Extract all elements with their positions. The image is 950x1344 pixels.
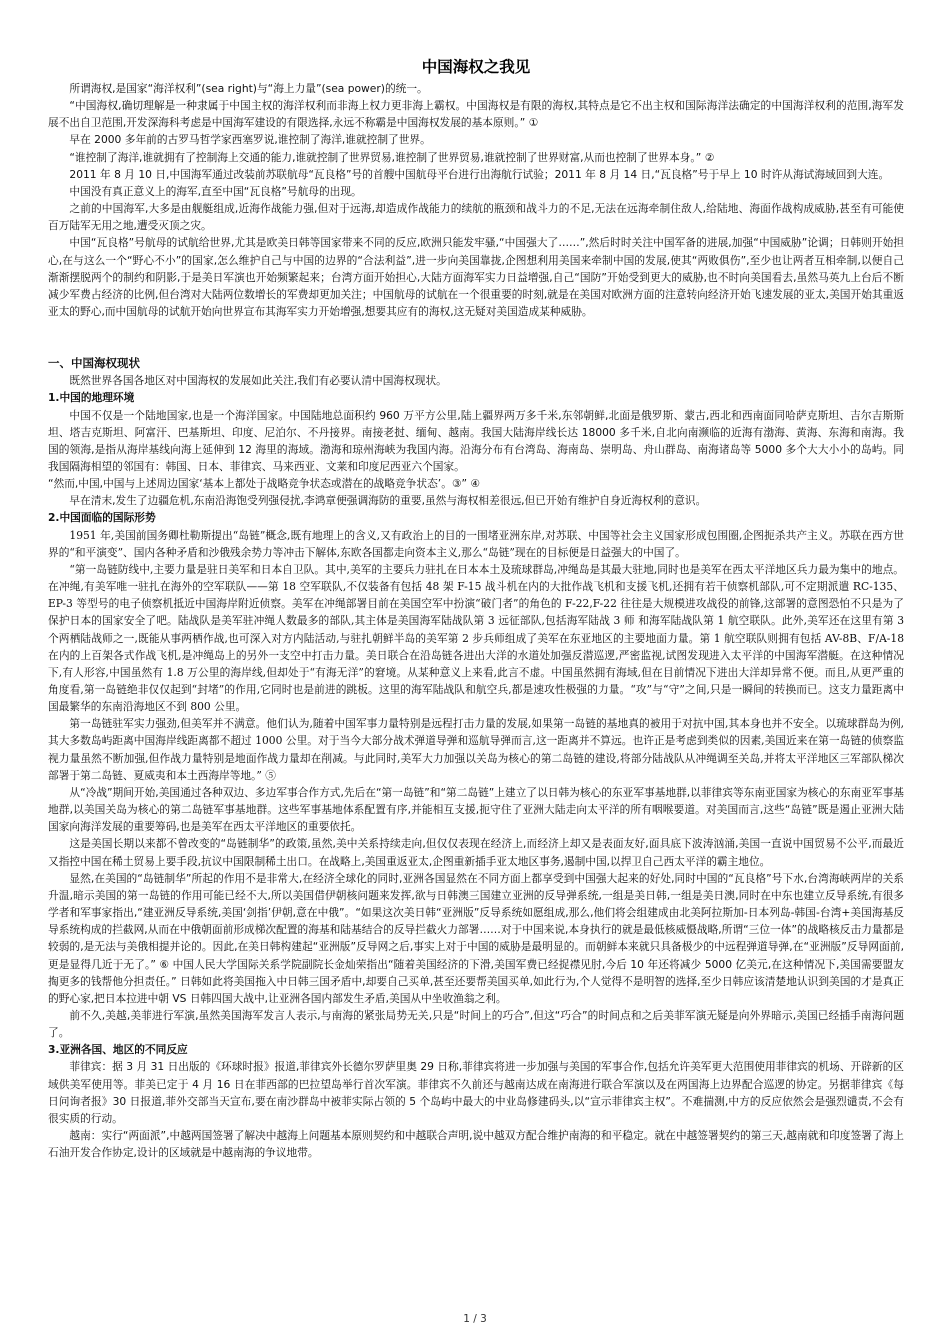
subsection-1-heading: 1.中国的地理环境	[48, 391, 135, 405]
subsection-1-para-3: 早在清末,发生了边疆危机,东南沿海饱受列强侵扰,李鸿章便强调海防的重要,虽然与海权相差很远,但已开始有维护自身近海权利的意识。	[69, 494, 707, 508]
intro-para-7: 之前的中国海军,大多是由舰艇组成,近海作战能力强,但对于远海,却造成作战能力的续航的瓶颈和战斗力的不足,无法在远海牵制住敌人,给陆地、海面作战构成威胁,甚至有可能使百万陆军无用之地,遭受灭顶之灾。	[48, 202, 904, 233]
subsection-2-para-4: 从“冷战”期间开始,美国通过各种双边、多边军事合作方式,先后在“第一岛链”和“第二岛链”上建立了以日韩为核心的东亚军事基地群,以菲律宾等东南亚国家为核心的东南亚军事基地群,以美国关岛为核心的第二岛链军事基地群。这些军事基地体系配置有序,并能相互支援,扼守住了亚洲大陆走向太平洋的所有咽喉要道。对美国而言,这些“岛链”既是遏止亚洲大陆国家向海洋发展的重要筹码,也是美军在西太平洋地区的重要依托。	[48, 785, 904, 834]
subsection-3-para-2: 越南：实行“两面派”,中越两国签署了解决中越海上问题基本原则契约和中越联合声明,说中越双方配合维护南海的和平稳定。就在中越签署契约的第三天,越南就和印度签署了海上石油开发合作协定,设计的区域就是中越南海的争议地带。	[48, 1129, 904, 1160]
subsection-2-para-7: 前不久,美越,美菲进行军演,虽然美国海军发言人表示,与南海的紧张局势无关,只是“时间上的巧合”,但这“巧合”的时间点和之后美菲军演无疑是向外界暗示,美国已经插手南海问题了。	[48, 1008, 904, 1040]
intro-para-3: 早在 2000 多年前的古罗马哲学家西塞罗说,谁控制了海洋,谁就控制了世界。	[69, 133, 431, 147]
subsection-2-para-5: 这是美国长期以来都不曾改变的“岛链制华”的政策,虽然,美中关系持续走向,但仅仅表现在经济上,而经济上却又是表面友好,面具底下波涛汹涌,美国一直说中国贸易不公平,而最近又指控中国在稀土贸易上要手段,抗议中国限制稀土出口。在战略上,美国重返亚太,企图重新插手亚太地区事务,遏制中国,以捍卫自己西太平洋的霸主地位。	[48, 837, 904, 868]
subsection-3-para-1: 菲律宾：据 3 月 31 日出版的《环球时报》报道,菲律宾外长德尔罗萨里奥 29 日称,菲律宾将进一步加强与美国的军事合作,包括允许美军更大范围使用菲律宾的机场、开辟新的区域供美军使用等。菲美已定于 4 月 16 日在菲西部的巴拉望岛举行首次军演。菲律宾不久前还与越南达成在南海进行联合军演以及在两国海上边界配合巡逻的协定。另据菲律宾《每日问询者报》30 日报道,菲外交部当天宣布,要在南沙群岛中被菲实际占领的 5 个岛屿中最大的中业岛修建码头,以“宣示菲律宾主权”。不难揣测,中方的反应依然会是强烈谴责,不会有很实质的行动。	[48, 1060, 904, 1125]
intro-para-8: 中国“瓦良格”号航母的试航给世界,尤其是欧美日韩等国家带来不同的反应,欧洲只能发牢骚,“中国强大了……”,然后时时关注中国军备的进展,加强“中国威胁”论调；日韩则开始担心,在与这么一个“野心不小”的国家,怎么维护自己与中国的边界的“合法利益”,进一步向美国靠拢,企图想利用美国来牵制中国的发展,使其“两败俱伤”,至少也让两者互相牵制,以便自己渐渐摆脱两个的制约和阴影,于是美日军演也开始频繁起来；台湾方面开始担心,大陆方面海军实力日益增强,自己“国防”开始受到更大的威胁,也不时向美国看去,虽然马英九上台后不断减少军费占经济的比例,但台湾对大陆两位数增长的军费却更加关注；中国航母的试航在一个很重要的时刻,就是在美国对欧洲方面的注意转向经济开始飞速发展的亚太,美国开始其重返亚太的野心,而中国航母的试航开始向世界宣布其海军实力开始增强,想要其应有的海权,这无疑对美国造成某种威胁。	[48, 236, 904, 319]
subsection-2-para-3: 第一岛链驻军实力强劲,但美军并不满意。他们认为,随着中国军事力量特别是远程打击力量的发展,如果第一岛链的基地真的被用于对抗中国,其本身也并不安全。以琉球群岛为例,其大多数岛屿距离中国海岸线距离都不超过 1000 公里。对于当今大部分战术弹道导弹和巡航导弹而言,这一距离并不算远。也许正是考虑到类似的因素,美国近来在第一岛链的侦察监视力量虽然不断加强,但作战力量特别是地面作战力量却在削减。与此同时,美军大力加强以关岛为核心的第二岛链的建设,将部分陆战队从冲绳调至关岛,并将太平洋地区三军部队梯次部署于第二岛链、夏威夷和本土西海岸等地。” ⑤	[48, 717, 904, 782]
section-1-lead: 既然世界各国各地区对中国海权的发展如此关注,我们有必要认清中国海权现状。	[69, 374, 447, 388]
subsection-3-heading: 3.亚洲各国、地区的不同反应	[48, 1043, 188, 1057]
section-1-heading: 一、中国海权现状	[48, 356, 140, 371]
intro-para-5: 2011 年 8 月 10 日,中国海军通过改装前苏联航母“瓦良格”号的首艘中国航母平台进行出海航行试验；2011 年 8 月 14 日,“瓦良格”号于早上 10 时许从海试海域回到大连。	[69, 167, 890, 181]
subsection-1-para-2: “然而,中国,中国与上述周边国家‘基本上都处于战略竞争状态或潜在的战略竞争状态’。③” ④	[48, 477, 480, 491]
intro-para-4: “谁控制了海洋,谁就拥有了控制海上交通的能力,谁就控制了世界贸易,谁控制了世界贸易,谁就控制了世界财富,从而也控制了世界本身。” ②	[69, 150, 715, 164]
subsection-2-para-2: “第一岛链防线中,主要力量是驻日美军和日本自卫队。其中,美军的主要兵力驻扎在日本本土及琉球群岛,冲绳岛是其最大驻地,同时也是美军在西太平洋地区兵力最为集中的地点。在冲绳,有美军唯一驻扎在海外的空军联队——第 18 空军联队,不仅装备有包括 48 架 F-15 战斗机在内的大批作战飞机和支援飞机,还拥有若干侦察机部队,可不定期派遣 RC-135、EP-3 等型号的电子侦察机抵近中国海岸附近侦察。美军在冲绳部署目前在美国空军中扮演“破门者”的角色的 F-22,F-22 往往是大规模进攻战役的前锋,这部署的意图恐怕不只是为了保护日本的国家安全了吧。陆战队是美军驻冲绳人数最多的部队,其主体是美国海军陆战队第 3 远征部队,包括海军陆战 3 师 和海军陆战队第 1 航空联队。此外,美军还在这里有第 3 个两栖陆战师之一,既能从事两栖作战,也可深入对方内陆活动,与驻扎朝鲜半岛的美军第 2 步兵师组成了美军在东亚地区的主要地面力量。第 1 航空联队则拥有包括 AV-8B、F/A-18 在内的上百架各式作战飞机,是冲绳岛上的另外一支空中打击力量。美日联合在沿岛链各进出大洋的水道处加强反潜巡逻,严密监视,试图发现进入太平洋的中国海军潜艇。在这种情况下,有人形容,中国虽然有 1.8 万公里的海岸线,但却处于“有海无洋”的窘境。从某种意义上来看,此言不虚。中国虽然拥有海域,但在目前情况下进出大洋却异常不便。而且,从更严重的角度看,第一岛链绝非仅仅起到“封堵”的作用,它同时也是前进的跳板。这里的海军陆战队和航空兵,都是速攻性极强的力量。“攻”与“守”之间,只是一瞬间的转换而已。这支力量距离中国最繁华的东南沿海地区不到 800 公里。	[48, 562, 904, 714]
intro-para-6: 中国没有真正意义上的海军,直至中国“瓦良格”号航母的出现。	[69, 184, 362, 198]
subsection-2-para-6: 显然,在美国的“岛链制华”所起的作用不是非常大,在经济全球化的同时,亚洲各国显然在不同方面上都享受到中国强大起来的好处,同时中国的“瓦良格”号下水,台湾海峡两岸的关系升温,暗示美国的第一岛链的作用可能已经不大,所以美国借伊朝核问题来发挥,欲与日韩澳三国建立亚洲的反导弹系统,一组是美日韩,一组是美日澳,同时在中东也建立反导系统,有很多学者和军事家指出,“建亚洲反导系统,美国‘剑指’伊朝,意在中俄”。“如果这次美日韩“亚洲版”反导系统如愿组成,那么,他们将会组建成由北美阿拉斯加-日本列岛-韩国-台湾+美国海基反导系统构成的拦截网,从而在中俄朝面前形成梯次配置的海基和陆基结合的反导拦截火力部署……对于中国来说,本身执行的就是最低核威慑战略,所谓“三位一体”的战略核反击力量都是较弱的,是无法与美俄相提并论的。因此,在美日韩构建起“亚洲版”反导网之后,事实上对于中国的威胁是最明显的。而朝鲜本来就只具备极少的中远程弹道导弹,在“亚洲版”反导网面前,更是显得几近于无了。” ⑥ 中国人民大学国际关系学院副院长金灿荣指出“随着美国经济的下滑,美国军费已经捉襟见肘,今后 10 年还将减少 5000 亿美元,在这种情况下,美国需要盟友掏更多的钱帮他分担责任。” 日韩如此将美国拖入中日韩三国矛盾中,却要自己买单,甚至还要帮美国买单,如此行为,个人觉得不是明智的选择,至少日韩应该清楚地认识到美国的才是真正的野心家,把日本拉进中朝 VS 日韩四国大战中,让亚洲各国内部发生矛盾,美国从中坐收渔翁之利。	[48, 871, 904, 1005]
page-number: 1 / 3	[463, 1313, 487, 1325]
subsection-2-para-1: 1951 年,美国前国务卿杜勒斯提出“岛链”概念,既有地理上的含义,又有政治上的目的一围堵亚洲东岸,对苏联、中国等社会主义国家形成包围圈,企图扼杀共产主义。苏联在西方世界的“和平演变”、国内各种矛盾和沙俄残余势力等冲击下解体,东欧各国都走向资本主义,那么“岛链”现在的目标便是日益强大的中国了。	[48, 528, 904, 559]
document-page	[48, 56, 904, 1161]
intro-para-2: “中国海权,确切理解是一种隶属于中国主权的海洋权利而非海上权力更非海上霸权。中国海权是有限的海权,其特点是它不出主权和国际海洋法确定的中国海洋权利的范围,海军发展不出自卫范围,开发深海科考虑是中国海军建设的有限选择,永远不称霸是中国海权发展的基本原则。” ①	[48, 99, 904, 130]
document-title: 中国海权之我见	[421, 58, 531, 76]
subsection-2-heading: 2.中国面临的国际形势	[48, 511, 156, 525]
intro-para-1: 所谓海权,是国家“海洋权利”(sea right)与“海上力量”(sea power)的统一。	[69, 82, 428, 95]
subsection-1-para-1: 中国不仅是一个陆地国家,也是一个海洋国家。中国陆地总面积约 960 万平方公里,陆上疆界两万多千米,东邻朝鲜,北面是俄罗斯、蒙古,西北和西南面同哈萨克斯坦、吉尔吉斯斯坦、塔吉克斯坦、阿富汗、巴基斯坦、印度、尼泊尔、不丹接界。南接老挝、缅甸、越南。我国大陆海岸线长达 18000 多千米,自北向南濒临的近海有渤海、黄海、东海和南海。我国的领海,是指从海岸基线向海上延伸到 12 海里的海域。渤海和琼州海峡为我国内海。沿海分布有台湾岛、海南岛、崇明岛、舟山群岛、南海诸岛等 5000 多个大大小小的岛屿。同我国隔海相望的邻国有：韩国、日本、菲律宾、马来西亚、文莱和印度尼西亚六个国家。	[48, 408, 904, 473]
